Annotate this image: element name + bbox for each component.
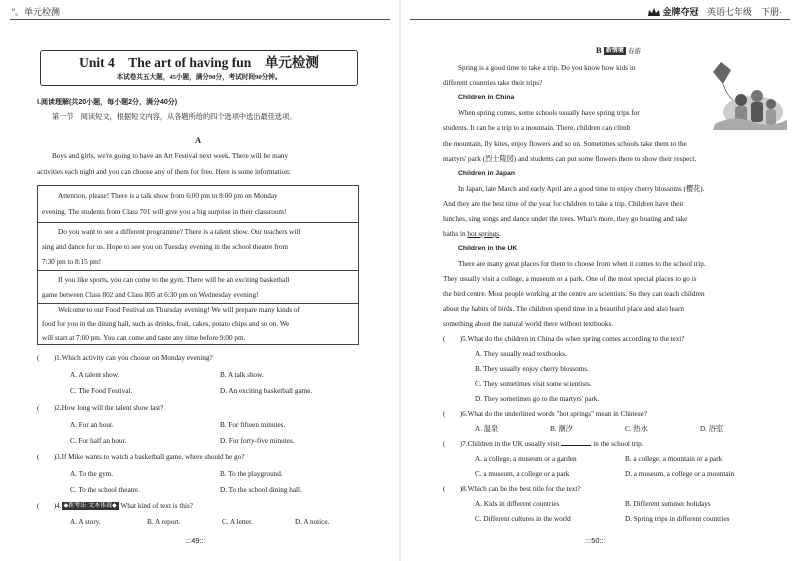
option: B. They usually enjoy cherry blossoms. bbox=[475, 365, 589, 373]
question-3 bbox=[37, 451, 244, 463]
option: C. 热水 bbox=[625, 425, 648, 433]
option: B. For fifteen minutes. bbox=[220, 421, 286, 429]
intro-line: Spring is a good time to take a trip. Do you know how kids in bbox=[458, 64, 636, 72]
body-line: about the habits of birds. The children spend time in a beautiful place and also learn bbox=[443, 305, 684, 313]
option: D. A notice. bbox=[295, 518, 330, 526]
answer-blank[interactable]: ( )6. bbox=[443, 410, 468, 418]
question-stem: What do the underlined words "hot springs" mean in Chinese? bbox=[467, 410, 647, 418]
question-2 bbox=[37, 402, 163, 414]
body-line: And they are the best time of the year for children to take a trip. Children have their bbox=[443, 200, 684, 208]
body-line: the bird centre. Most people working at the centre are scientists. So they can teach children bbox=[443, 290, 705, 298]
option: C. A letter. bbox=[222, 518, 253, 526]
body-line: In Japan, late March and early April are a good time to enjoy cherry blossoms (樱花). bbox=[458, 185, 705, 193]
option: C. Different cultures in the world bbox=[475, 515, 571, 523]
option: D. Spring trips in different countries bbox=[625, 515, 730, 523]
option: B. a college, a mountain or a park bbox=[625, 455, 723, 463]
answer-blank[interactable]: ( )1. bbox=[37, 354, 62, 362]
answer-blank[interactable]: ( )7. bbox=[443, 440, 468, 448]
uk-heading: Children in the UK bbox=[458, 245, 518, 252]
fill-in-blank[interactable] bbox=[561, 438, 591, 446]
passage-b-header bbox=[596, 44, 641, 58]
option: B. A talk show. bbox=[220, 371, 264, 379]
unit-title-box bbox=[40, 50, 358, 86]
option: A. To the gym. bbox=[70, 470, 114, 478]
new-method-tag: ◆新考法·文本体裁◆ bbox=[63, 503, 117, 509]
instruction: 第一节 阅读短文，根据短文内容，从各题所给的四个选项中选出最佳选项。 bbox=[52, 113, 297, 121]
topic-tag: 春游 bbox=[627, 48, 641, 55]
option: C. a museum, a college or a park bbox=[475, 470, 570, 478]
question-stem: How long will the talent show last? bbox=[61, 404, 164, 412]
ad-line: evening. The students from Class 701 will give you a big surprise in their classroom! bbox=[42, 208, 287, 216]
option: C. The Food Festival. bbox=[70, 387, 133, 395]
intro-line: activities each night and you can choose any of them for free. Here is some information: bbox=[37, 168, 291, 176]
question-6 bbox=[443, 408, 647, 420]
page-number: :::50::: bbox=[585, 536, 606, 545]
question-stem: If Mike wants to watch a basketball game, where should he go? bbox=[61, 453, 245, 461]
option: D. a museum, a college or a mountain bbox=[625, 470, 735, 478]
option: A. A story. bbox=[70, 518, 101, 526]
notice-board bbox=[37, 185, 359, 345]
option: D. An exciting basketball game. bbox=[220, 387, 313, 395]
body-line: When spring comes, some schools usually have spring trips for bbox=[458, 109, 640, 117]
book-title: 英语七年级 下册· bbox=[707, 7, 783, 17]
ad-line: Attention, please! There is a talk show from 6:00 pm to 8:00 pm on Monday bbox=[58, 192, 278, 200]
question-stem: What kind of text is this? bbox=[120, 502, 193, 510]
question-stem: Which activity can you choose on Monday evening? bbox=[61, 354, 213, 362]
text-fragment: . bbox=[499, 230, 501, 238]
text-fragment: baths in bbox=[443, 230, 468, 238]
crown-icon bbox=[648, 8, 660, 19]
children-flying-kite-illustration bbox=[713, 62, 787, 130]
answer-blank[interactable]: ( )2. bbox=[37, 404, 62, 412]
question-stem: Which can be the best title for the text? bbox=[467, 485, 581, 493]
option: B. A report. bbox=[147, 518, 181, 526]
ad-line: will start at 7:00 pm. You can come and taste any time before 9:00 pm. bbox=[42, 334, 246, 342]
option: C. For half an hour. bbox=[70, 437, 127, 445]
body-line: There are many great places for them to choose from when it comes to the school trip. bbox=[458, 260, 706, 268]
question-5 bbox=[443, 333, 685, 345]
body-line: the mountain, fly kites, enjoy flowers and so on. Sometimes schools take them to the bbox=[443, 140, 687, 148]
question-stem: What do the children in China do when spring comes according to the text? bbox=[467, 335, 685, 343]
ad-line: sing and dance for us. Hope to see you on Tuesday evening in the school theatre from bbox=[42, 243, 289, 251]
question-8 bbox=[443, 483, 581, 495]
option: B. Different summer holidays bbox=[625, 500, 711, 508]
ad-line: food for you in the dining hall, such as drinks, fruit, cakes, potato chips and so on. We bbox=[42, 320, 290, 328]
option: A. A talent show. bbox=[70, 371, 120, 379]
question-stem: Children in the UK usually visit bbox=[467, 440, 560, 448]
header-rule bbox=[10, 19, 390, 20]
running-head-right bbox=[648, 5, 782, 19]
passage-label: B bbox=[596, 45, 602, 55]
exam-info: 本试卷共五大题，45小题，满分90分，考试时间90分钟。 bbox=[116, 74, 282, 81]
brand-name: 金牌夺冠 bbox=[662, 7, 699, 17]
passage-label: A bbox=[195, 135, 202, 145]
intro-line: Boys and girls, we're going to have an Art Festival next week. There will be many bbox=[52, 152, 289, 160]
body-line: martyrs' park (烈士陵园) and students can put some flowers there to show their respect. bbox=[443, 155, 697, 163]
right-page bbox=[400, 0, 800, 561]
ad-line: game between Class 802 and Class 805 at 6:30 pm on Wednesday evening! bbox=[42, 291, 259, 299]
option: D. For forty-five minutes. bbox=[220, 437, 295, 445]
page-number: :::49::: bbox=[185, 536, 206, 545]
option: B. 潮汐 bbox=[550, 425, 573, 433]
option: C. To the school theatre. bbox=[70, 486, 141, 494]
ad-line: Do you want to see a different programme? There is a talent show. Our teachers will bbox=[58, 228, 301, 236]
option: A. 温泉 bbox=[475, 425, 499, 433]
option: B. To the playground. bbox=[220, 470, 283, 478]
header-rule bbox=[410, 19, 790, 20]
question-7 bbox=[443, 438, 644, 450]
body-line bbox=[443, 228, 501, 240]
option: A. They usually read textbooks. bbox=[475, 350, 567, 358]
answer-blank[interactable]: ( )4. bbox=[37, 502, 62, 510]
body-line: students. It can be a trip to a mountain. There, children can climb bbox=[443, 124, 631, 132]
china-heading: Children in China bbox=[458, 94, 515, 101]
ad-line: Welcome to our Food Festival on Thursday evening! We will prepare many kinds of bbox=[58, 306, 300, 314]
question-stem: in the school trip. bbox=[593, 440, 644, 448]
answer-blank[interactable]: ( )8. bbox=[443, 485, 468, 493]
answer-blank[interactable]: ( )3. bbox=[37, 453, 62, 461]
unit-title: Unit 4 The art of having fun 单元检测 bbox=[79, 55, 319, 70]
body-line: They usually visit a college, a museum or a park. One of the most special places to go is bbox=[443, 275, 697, 283]
option: C. They sometimes visit some scientists. bbox=[475, 380, 592, 388]
ad-line: 7:30 pm to 8:15 pm! bbox=[42, 258, 102, 266]
question-4 bbox=[37, 500, 193, 512]
intro-line: different countries take their trips? bbox=[443, 79, 543, 87]
option: A. a college, a museum or a garden bbox=[475, 455, 577, 463]
underlined-words: hot springs bbox=[467, 230, 500, 238]
ad-divider bbox=[38, 222, 358, 223]
ad-divider bbox=[38, 270, 358, 271]
ad-line: If you like sports, you can come to the gym. There will be an exciting basketball bbox=[58, 276, 290, 284]
japan-heading: Children in Japan bbox=[458, 170, 516, 177]
body-line: something about the natural world there without textbooks. bbox=[443, 320, 614, 328]
running-head-left: “。单元检测 bbox=[12, 7, 60, 17]
option: A. For an hour. bbox=[70, 421, 114, 429]
section-header: Ⅰ.阅读理解(共20小题，每小题2分，满分40分) bbox=[37, 99, 178, 106]
option: D. 浴室 bbox=[700, 425, 724, 433]
option: D. They sometimes go to the martyrs' park. bbox=[475, 395, 600, 403]
body-line: lunches, sing songs and dance under the trees. What's more, they go boating and take bbox=[443, 215, 688, 223]
question-1 bbox=[37, 352, 213, 364]
option: A. Kids in different countries bbox=[475, 500, 560, 508]
answer-blank[interactable]: ( )5. bbox=[443, 335, 468, 343]
option: D. To the school dining hall. bbox=[220, 486, 302, 494]
new-context-tag: 新情境 bbox=[605, 48, 624, 54]
